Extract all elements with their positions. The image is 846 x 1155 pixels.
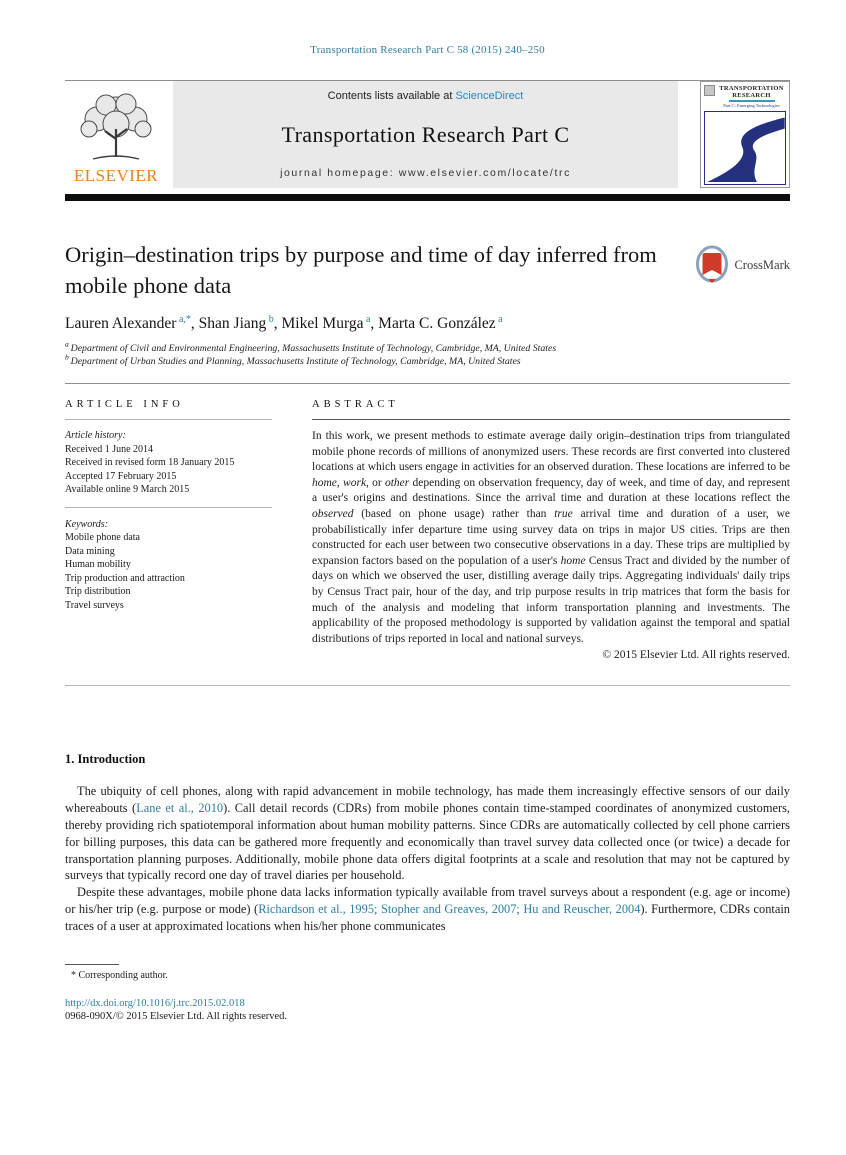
corresponding-author-note: * Corresponding author. [71,970,168,982]
affiliation-line: $^b$ Department of Urban Studies and Planning, Massachusetts Institute of Technology, Cambridge, MA, United States [65,352,521,367]
text-run: The ubiquity of cell phones, along with rapid advancement in mobile technology, has made them increasingly effective sensors of our daily whereabouts ( [65,784,790,816]
abstract-heading: ABSTRACT [312,399,399,410]
author-affiliation-sup[interactable]: a [363,313,371,325]
keyword-item: Mobile phone data [65,532,140,543]
article-history-label: Article history: [65,430,126,441]
crossmark-icon [695,245,729,285]
title-separator-rule [65,383,790,384]
author-name: Marta C. González [378,315,496,332]
text-run: arrival time and duration of a user, we probabilistically infer departure time using survey data on trips in major US cities. Trips are then constructed for each user between two consecutive observations in a day. These trips are multiplied by expansion factors based on the population of a user's [312,507,790,567]
header-gap [678,81,700,188]
keywords-label: Keywords: [65,518,108,530]
journal-title: Transportation Research Part C [281,121,570,147]
cover-header [704,85,786,108]
text-run: ). Call detail records (CDRs) from mobile phones contain time-stamped coordinates of anonymized customers, thereby providing rich spatiotemporal information about human mobility patterns. Since CDRs are automatically collected by cell phone carriers for billing purposes, this data can be gathered more frequently and economically than travel survey data collected once (or twice) a decade for transportation planning purposes. Additionally, mobile phone data offers digital footprints at a scale and resolution that may not be captured by surveys that typically record one day of travel diaries per household. [65,801,791,883]
text-run: depending on observation frequency, day of week, and time of day, and represent a user's origins and destinations. Since the arrival time and duration at these locations reflect the [312,476,790,505]
text-run: (based on phone usage) rather than [353,507,555,520]
cover-title-line1: TRANSPORTATION [719,85,784,92]
cover-mini-logo-icon [704,85,715,96]
text-run: In this work, we present methods to estimate average daily origin–destination trips from triangulated mobile phone records of millions of anonymized users. These records are first converted into clustered locations at which users engage in activities for an observed duration. These locations are inferred to be [312,430,790,474]
article-info-rule [65,419,272,420]
history-item: Received in revised form 18 January 2015 [65,457,235,468]
history-item: Available online 9 March 2015 [65,484,190,495]
article-title: Origin–destination trips by purpose and time of day inferred from mobile phone data [65,242,657,298]
article-history-list [65,443,272,497]
keyword-item: Trip distribution [65,586,131,597]
info-abstract-columns [65,399,790,661]
citation-link[interactable]: Lane et al., 2010 [136,801,224,816]
citation-link[interactable]: Richardson et al., 1995; Stopher and Greaves, 2007; Hu and Reuscher, 2004 [258,901,641,916]
article-info-column [65,399,272,661]
keyword-item: Data mining [65,545,115,557]
introduction-body [65,783,790,934]
elsevier-logo[interactable] [65,81,173,188]
contents-line-prefix: Contents lists available at [327,90,456,102]
emphasized-text: true [554,507,573,520]
doi-link[interactable]: http://dx.doi.org/10.1016/j.trc.2015.02.018 [65,998,245,1010]
abstract-rule [312,419,790,420]
issn-copyright-line: 0968-090X/© 2015 Elsevier Ltd. All rights reserved. [65,1011,288,1023]
section-heading-introduction: 1. Introduction [65,752,146,767]
keywords-list [65,531,272,612]
affiliation-sup: a [65,339,71,349]
abstract-bottom-rule [65,685,790,686]
header-black-bar [65,194,790,201]
abstract-column [312,399,790,661]
emphasized-text: home [560,554,586,567]
author-affiliation-sup[interactable]: a [495,313,503,325]
keyword-item: Human mobility [65,559,131,570]
abstract-text [312,429,790,647]
keyword-item: Trip production and attraction [65,572,185,584]
column-gap [272,399,312,661]
article-info-heading: ARTICLE INFO [65,399,184,410]
author-name: Lauren Alexander [65,315,177,332]
author-name: Shan Jiang [198,315,267,332]
journal-banner [173,81,678,188]
elsevier-wordmark: ELSEVIER [73,166,159,185]
cover-subtitle: Part C: Emerging Technologies [723,103,780,108]
author-affiliation-sup[interactable]: b [266,313,274,325]
sciencedirect-link[interactable]: ScienceDirect [455,90,524,102]
affiliation-sup: b [65,352,71,362]
journal-cover-thumbnail[interactable] [700,81,790,188]
keyword-item: Travel surveys [65,599,124,611]
author-name: Mikel Murga [281,315,364,332]
intro-paragraph [65,884,790,934]
text-run: , [336,476,344,489]
crossmark-label: CrossMark [734,257,790,272]
history-item: Accepted 17 February 2015 [65,470,177,482]
history-item: Received 1 June 2014 [65,443,154,455]
journal-header [65,81,790,188]
text-run: ). Furthermore, CDRs contain traces of a user at approximated locations when his/her phone communicates [65,901,790,933]
emphasized-text: other [384,476,410,489]
copyright-line: © 2015 Elsevier Ltd. All rights reserved. [602,649,790,662]
journal-homepage-link[interactable]: journal homepage: www.elsevier.com/locate/trc [280,167,571,179]
contents-line [328,90,524,102]
affiliation-line: $^a$ Department of Civil and Environmental Engineering, Massachusetts Institute of Technology, Cambridge, MA, United States [65,339,557,354]
cover-road-art [704,111,786,185]
intro-paragraph [65,783,790,884]
text-run: Despite these advantages, mobile phone data lacks information typically available from travel surveys about a respondent (e.g. age or income) or his/her trip (e.g. purpose or mode) ( [65,885,790,916]
text-run: , or [366,476,385,489]
winding-road-icon [705,112,786,182]
cover-subtitle-bar [729,100,775,102]
text-run: Census Tract and divided by the number of days on which we observed the user, distilling average daily trips. Aggregating individuals' daily trips by Census Tract pair, hour of the day, and trip purpose results in trip matrices that form the basis for much of the analysis and modeling that inform transportation planning and investments. The applicability of the proposed methodology is supported by validation against the temporal and spatial distributions of trips reported in local and national surveys. [312,554,790,645]
crossmark-badge[interactable] [695,245,790,285]
journal-citation: Transportation Research Part C 58 (2015) 240–250 [310,44,545,56]
title-block [65,239,790,301]
emphasized-text: observed [312,507,354,520]
footnote-rule [65,964,119,965]
affiliation-list [65,339,790,368]
cover-title-line2: RESEARCH [732,92,771,99]
cover-titles [717,85,786,108]
elsevier-tree-icon [73,91,159,165]
keywords-separator-rule [65,507,272,508]
author-affiliation-sup[interactable]: a,* [176,313,191,325]
author-list: Lauren Alexander $^{a,*}$, Shan Jiang $^b$, Mikel Murga $^a$, Marta C. González $^a$ [65,313,503,332]
emphasized-text: work [343,476,367,489]
emphasized-text: home [312,476,337,489]
